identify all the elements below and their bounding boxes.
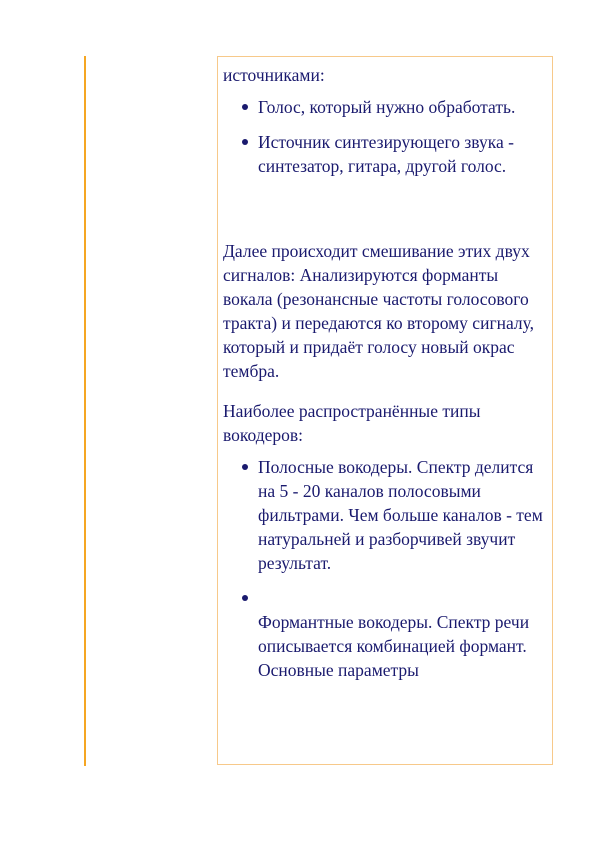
sources-list (223, 95, 548, 178)
mixing-paragraph: Далее происходит смешивание этих двух сигналов: Анализируются форманты вокала (резонансные частоты голосового тракта) и передаются ко второму сигналу, который и придаёт голосу новый окрас тембра. (223, 241, 535, 381)
spacer (223, 383, 548, 399)
empty-bullet-line (258, 586, 548, 610)
list-item: Полосные вокодеры. Спектр делится на 5 - 20 каналов полосовыми фильтрами. Чем больше каналов - тем натуральней и разборчивей звучит результат. (223, 455, 548, 575)
list-item: Источник синтезирующего звука - синтезатор, гитара, другой голос. (223, 130, 548, 178)
list-item: Голос, который нужно обработать. (223, 95, 548, 119)
types-list (223, 455, 548, 682)
left-margin-rule (84, 56, 86, 766)
list-item-text: Формантные вокодеры. Спектр речи описывается комбинацией формант. Основные параметры (258, 612, 530, 680)
spacer (223, 189, 548, 239)
text-frame (217, 56, 553, 765)
list-item-formant (223, 586, 548, 682)
intro-fragment: источниками: (223, 65, 325, 85)
types-heading: Наиболее распространённые типы вокодеров: (223, 401, 481, 445)
